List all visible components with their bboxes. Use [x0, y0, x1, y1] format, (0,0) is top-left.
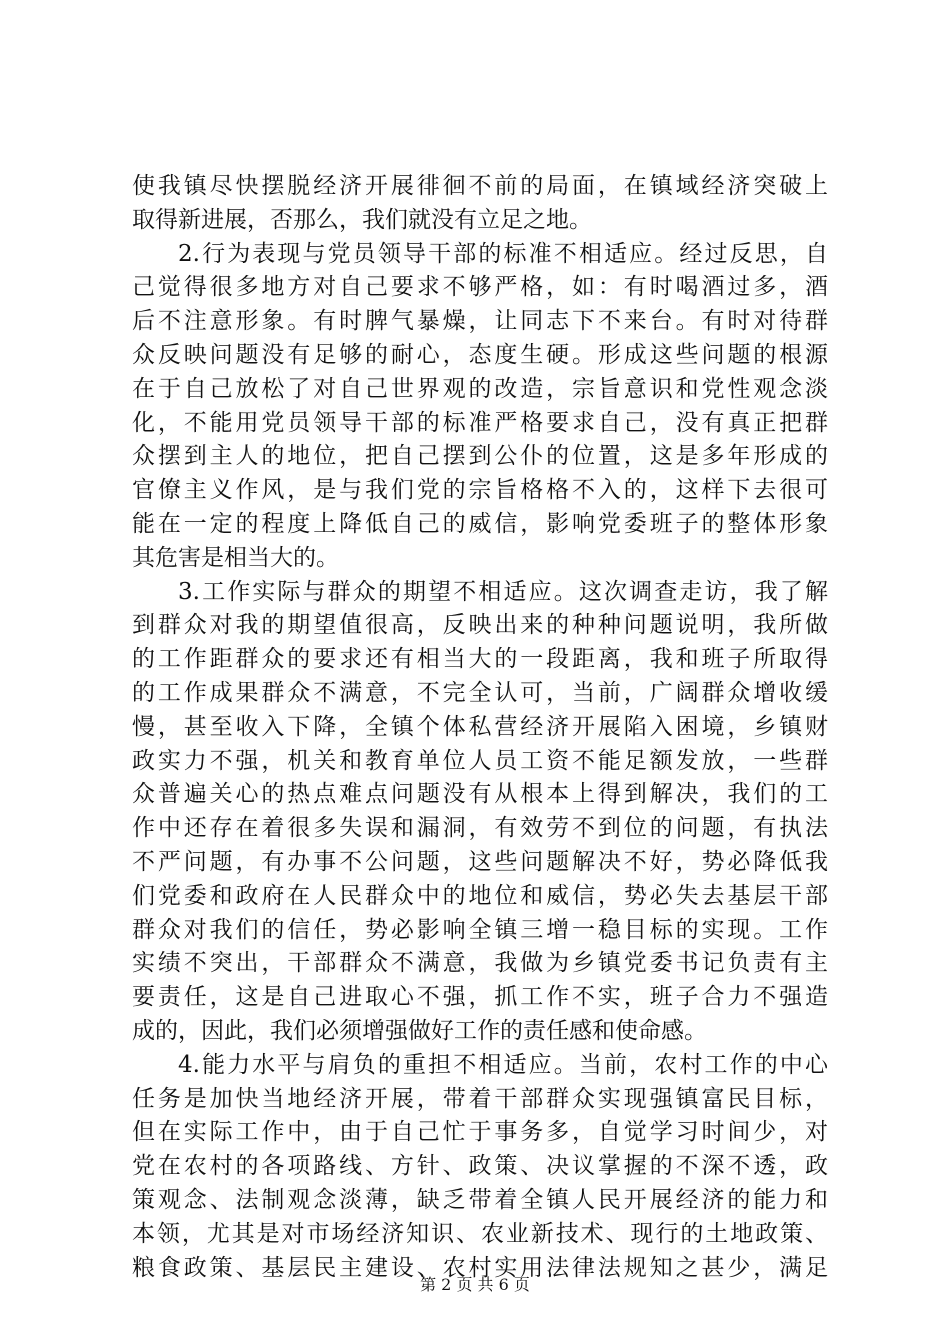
text-line: 任务是加快当地经济开展，带着干部群众实现强镇富民目标， — [132, 1085, 828, 1112]
text-line: 要责任，这是自己进取心不强，抓工作不实，班子合力不强造 — [132, 984, 828, 1011]
text-line: 能在一定的程度上降低自己的威信，影响党委班子的整体形象 — [132, 510, 828, 537]
text-line: 在于自己放松了对自己世界观的改造，宗旨意识和党性观念淡 — [132, 375, 828, 402]
text-line: 取得新进展，否那么，我们就没有立足之地。 — [132, 206, 592, 233]
text-line: 其危害是相当大的。 — [132, 544, 339, 571]
page-number-footer: 第 2 页 共 6 页 — [420, 1275, 530, 1294]
text-line: 的工作距群众的要求还有相当大的一段距离，我和班子所取得 — [132, 646, 828, 673]
text-line: 3.工作实际与群众的期望不相适应。这次调查走访，我了解 — [178, 578, 828, 605]
text-line: 实绩不突出，干部群众不满意，我做为乡镇党委书记负责有主 — [132, 950, 828, 977]
text-line: 作中还存在着很多失误和漏洞，有效劳不到位的问题，有执法 — [132, 815, 828, 842]
text-line: 众普遍关心的热点难点问题没有从根本上得到解决，我们的工 — [132, 781, 828, 808]
text-line: 党在农村的各项路线、方针、政策、决议掌握的不深不透，政 — [132, 1153, 828, 1180]
text-line: 的工作成果群众不满意，不完全认可，当前，广阔群众增收缓 — [132, 679, 828, 706]
text-line: 们党委和政府在人民群众中的地位和威信，势必失去基层干部 — [132, 882, 828, 909]
text-line: 2.行为表现与党员领导干部的标准不相适应。经过反思，自 — [178, 240, 828, 267]
text-line: 策观念、法制观念淡薄，缺乏带着全镇人民开展经济的能力和 — [132, 1186, 828, 1213]
text-line: 成的，因此，我们必须增强做好工作的责任感和使命感。 — [132, 1017, 707, 1044]
text-line: 己觉得很多地方对自己要求不够严格，如：有时喝酒过多，酒 — [132, 274, 828, 301]
text-line: 但在实际工作中，由于自己忙于事务多，自觉学习时间少，对 — [132, 1119, 828, 1146]
text-line: 粮食政策、基层民主建设、农村实用法律法规知之甚少，满足 — [132, 1254, 828, 1281]
text-line: 众摆到主人的地位，把自己摆到公仆的位置，这是多年形成的 — [132, 443, 828, 470]
text-line: 本领，尤其是对市场经济知识、农业新技术、现行的土地政策、 — [132, 1220, 828, 1247]
text-line: 不严问题，有办事不公问题，这些问题解决不好，势必降低我 — [132, 848, 828, 875]
text-line: 官僚主义作风，是与我们党的宗旨格格不入的，这样下去很可 — [132, 477, 828, 504]
text-line: 后不注意形象。有时脾气暴燥，让同志下不来台。有时对待群 — [132, 308, 828, 335]
text-line: 众反映问题没有足够的耐心，态度生硬。形成这些问题的根源 — [132, 341, 828, 368]
text-line: 群众对我们的信任，势必影响全镇三增一稳目标的实现。工作 — [132, 916, 828, 943]
text-line: 使我镇尽快摆脱经济开展徘徊不前的局面，在镇域经济突破上 — [132, 173, 828, 199]
text-line: 到群众对我的期望值很高，反映出来的种种问题说明，我所做 — [132, 612, 828, 639]
text-line: 政实力不强，机关和教育单位人员工资不能足额发放，一些群 — [132, 747, 828, 774]
text-line: 4.能力水平与肩负的重担不相适应。当前，农村工作的中心 — [178, 1051, 828, 1078]
document-body — [132, 170, 828, 1285]
text-line: 慢，甚至收入下降，全镇个体私营经济开展陷入困境，乡镇财 — [132, 713, 828, 740]
text-line: 化，不能用党员领导干部的标准严格要求自己，没有真正把群 — [132, 409, 828, 436]
